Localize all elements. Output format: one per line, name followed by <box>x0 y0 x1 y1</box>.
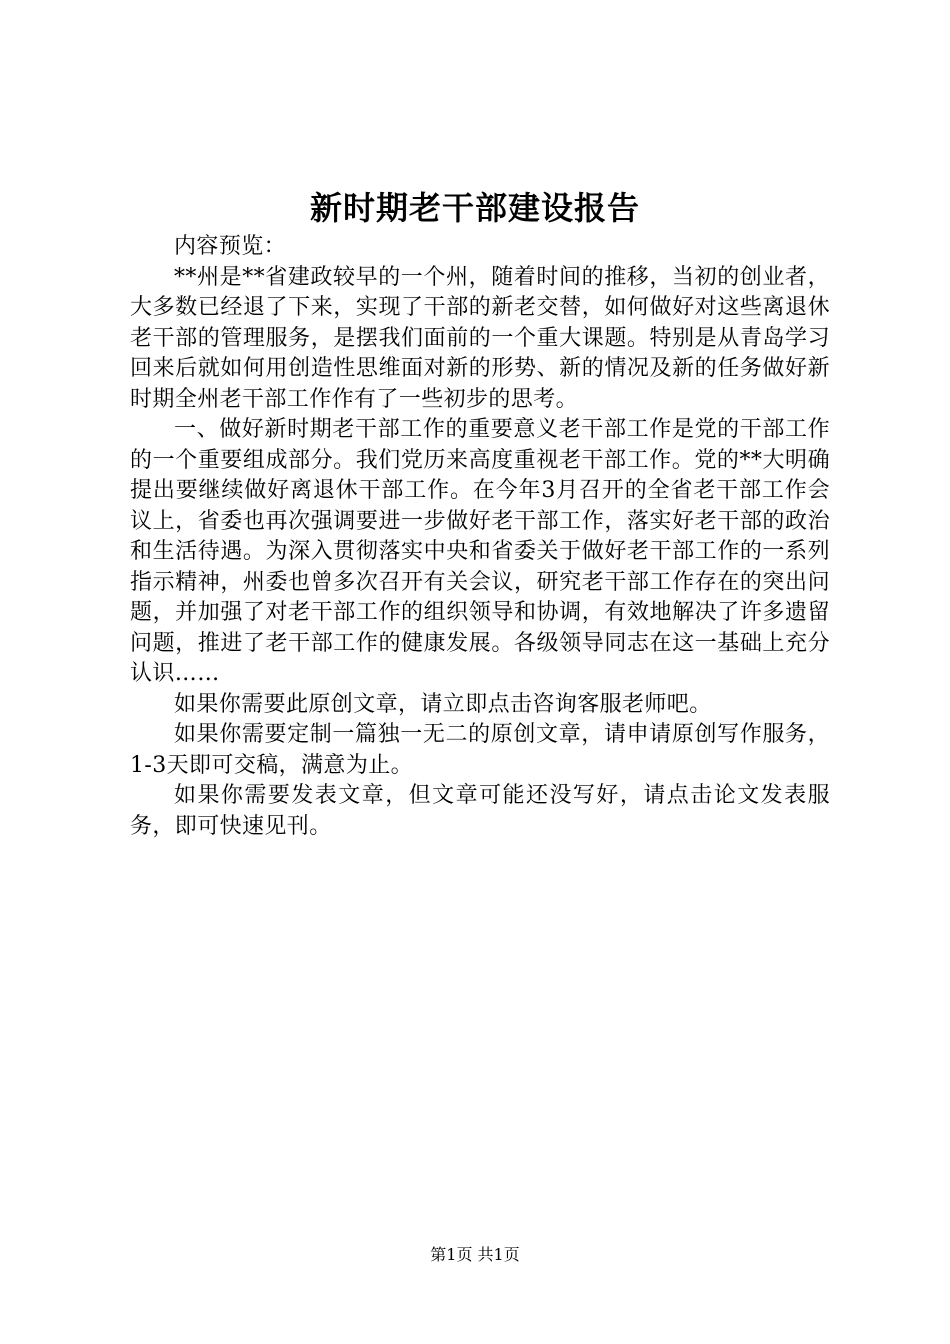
publish-service-paragraph: 如果你需要发表文章，但文章可能还没写好，请点击论文发表服务，即可快速见刊。 <box>130 783 830 839</box>
preview-label: 内容预览： <box>174 234 287 259</box>
document-body <box>130 232 830 842</box>
section-one-paragraph: 一、做好新时期老干部工作的重要意义老干部工作是党的干部工作的一个重要组成部分。我们党历来高度重视老干部工作。党的**大明确提出要继续做好离退休干部工作。在今年3月召开的全省老干部工作会议上，省委也再次强调要进一步做好老干部工作，落实好老干部的政治和生活待遇。为深入贯彻落实中央和省委关于做好老干部工作的一系列指示精神，州委也曾多次召开有关会议，研究老干部工作存在的突出问题，并加强了对老干部工作的组织领导和协调，有效地解决了许多遗留问题，推进了老干部工作的健康发展。各级领导同志在这一基础上充分认识…… <box>130 417 830 686</box>
page-footer: 第1页 共1页 <box>430 1245 520 1264</box>
intro-paragraph: **州是**省建政较早的一个州，随着时间的推移，当初的创业者，大多数已经退了下来，实现了干部的新老交替，如何做好对这些离退休老干部的管理服务，是摆我们面前的一个重大课题。特别是从青岛学习回来后就如何用创造性思维面对新的形势、新的情况及新的任务做好新时期全州老干部工作作有了一些初步的思考。 <box>130 264 830 412</box>
document-title: 新时期老干部建设报告 <box>309 189 640 227</box>
custom-writing-paragraph: 如果你需要定制一篇独一无二的原创文章，请申请原创写作服务，1-3天即可交稿，满意为止。 <box>130 722 830 778</box>
consult-paragraph: 如果你需要此原创文章，请立即点击咨询客服老师吧。 <box>174 691 712 717</box>
